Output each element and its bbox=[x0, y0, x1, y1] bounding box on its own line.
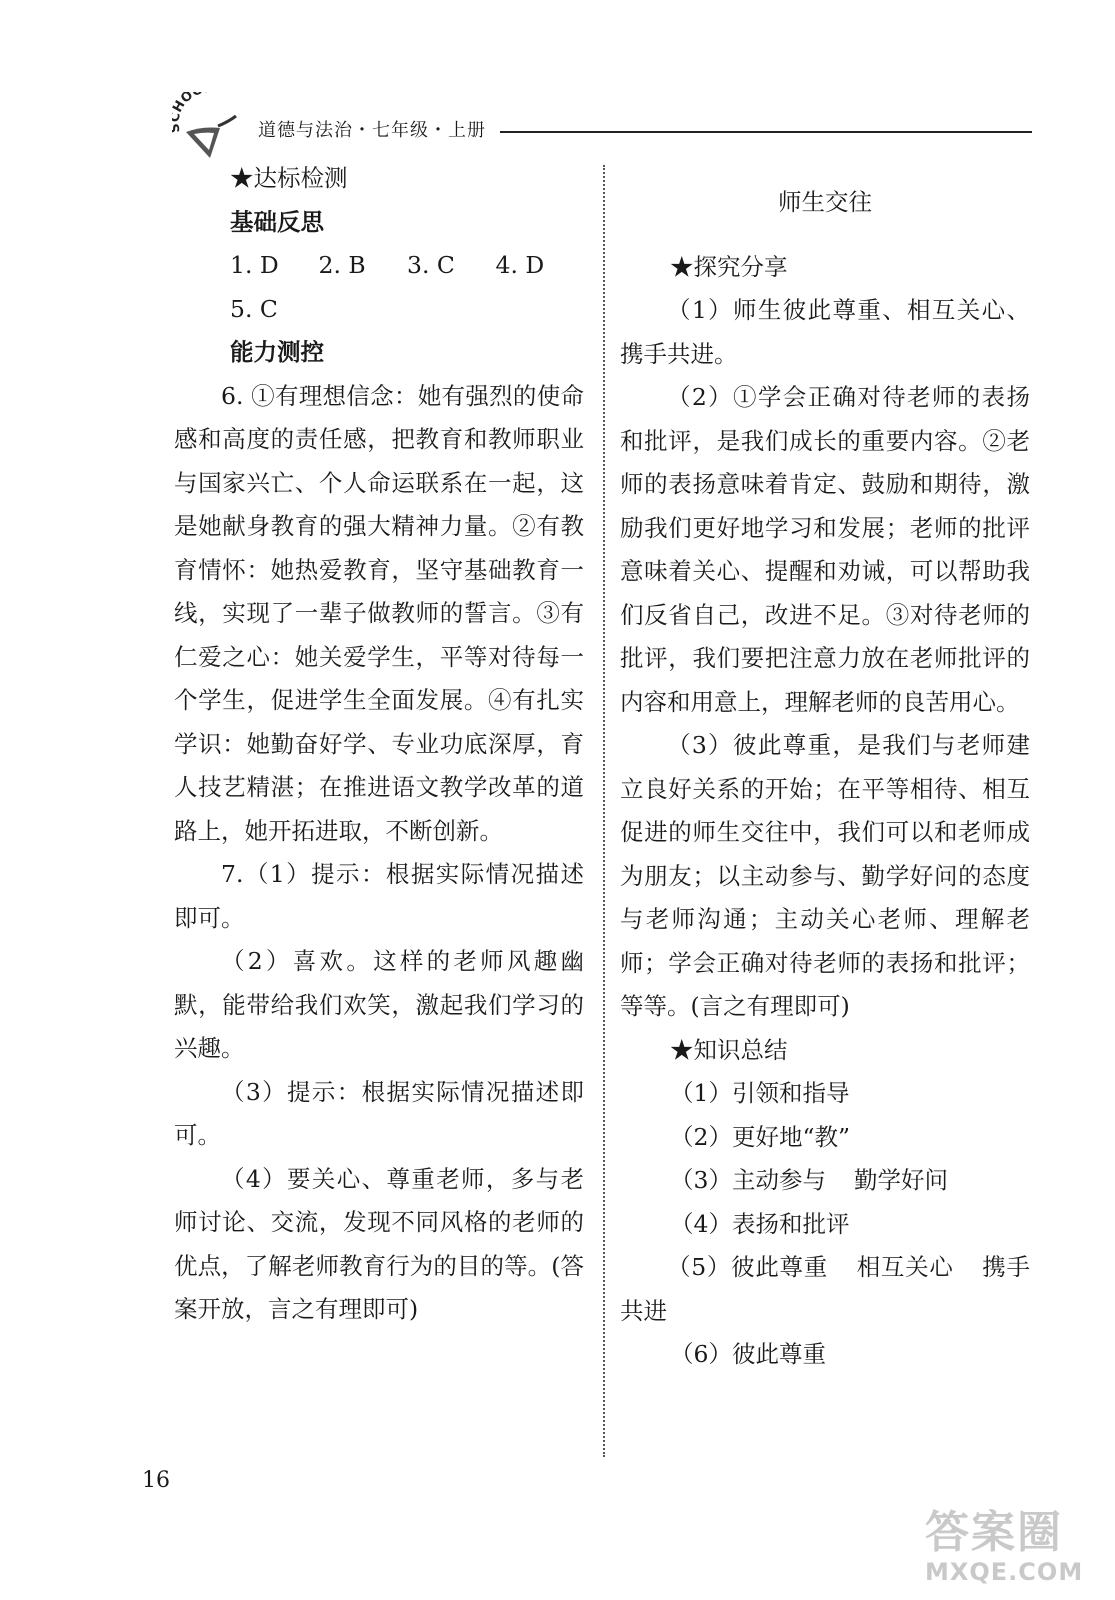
explore-answer-3: （3）彼此尊重，是我们与老师建立良好关系的开始；在平等相待、相互促进的师生交往中，我们可以和老师成为朋友；以主动参与、勤学好问的态度与老师沟通；主动关心老师、理解老师；学会正确对待老师的表扬和批评；等等。(言之有理即可) bbox=[620, 731, 1030, 1020]
lesson-title: 师生交往 bbox=[778, 188, 872, 216]
summary-item-3 bbox=[620, 1159, 1030, 1203]
header-rule bbox=[500, 131, 1032, 133]
right-column bbox=[620, 181, 1030, 1377]
mcq-answer-3: 3. C bbox=[407, 251, 455, 279]
explore-share-title: ★探究分享 bbox=[670, 252, 788, 281]
summary-item-5b: 相互关心 bbox=[855, 1253, 954, 1281]
column-divider bbox=[603, 165, 605, 1457]
answer-q7-1: 7.（1）提示：根据实际情况描述即可。 bbox=[174, 860, 584, 932]
summary-item-6: （6）彼此尊重 bbox=[670, 1340, 826, 1368]
page-number: 16 bbox=[142, 1468, 170, 1493]
school-logo bbox=[172, 92, 252, 162]
mcq-answer-2: 2. B bbox=[318, 251, 366, 279]
section-title-assessment: ★达标检测 bbox=[230, 164, 348, 192]
summary-item-1: （1）引领和指导 bbox=[670, 1079, 850, 1107]
summary-item-3b: 勤学好问 bbox=[853, 1166, 948, 1194]
answer-q7-2: （2）喜欢。这样的老师风趣幽默，能带给我们欢笑，激起我们学习的兴趣。 bbox=[174, 947, 584, 1062]
summary-item-4: （4）表扬和批评 bbox=[670, 1209, 850, 1238]
ability-heading: 能力测控 bbox=[230, 338, 324, 366]
summary-item-2: （2）更好地“教” bbox=[670, 1122, 850, 1151]
explore-answer-1: （1）师生彼此尊重、相互关心、携手共进。 bbox=[620, 296, 1030, 368]
summary-item-5c: 携手共进 bbox=[620, 1253, 1031, 1325]
mcq-answers bbox=[174, 244, 584, 288]
watermark-line-1: 答案圈 bbox=[925, 1507, 1063, 1558]
summary-item-5 bbox=[620, 1246, 1030, 1333]
answer-q7-4: （4）要关心、尊重老师，多与老师讨论、交流，发现不同风格的老师的优点，了解老师教育行为的目的等。(答案开放，言之有理即可) bbox=[174, 1164, 584, 1323]
summary-item-3a: （3）主动参与 bbox=[670, 1166, 826, 1194]
answer-q6: 6. ①有理想信念：她有强烈的使命感和高度的责任感，把教育和教师职业与国家兴亡、个人命运联系在一起，这是她献身教育的强大精神力量。②有教育情怀：她热爱教育，坚守基础教育一线，实现了一辈子做教师的誓言。③有仁爱之心：她关爱学生，平等对待每一个学生，促进学生全面发展。④有扎实学识：她勤奋好学、专业功底深厚，育人技艺精湛；在推进语文教学改革的道路上，她开拓进取，不断创新。 bbox=[174, 381, 584, 845]
explore-answer-2: （2）①学会正确对待老师的表扬和批评，是我们成长的重要内容。②老师的表扬意味着肯定、鼓励和期待，激励我们更好地学习和发展；老师的批评意味着关心、提醒和劝诫，可以帮助我们反省自己，改进不足。③对待老师的批评，我们要把注意力放在老师批评的内容和用意上，理解老师的良苦用心。 bbox=[620, 383, 1030, 716]
svg-text:SCHOOL bbox=[172, 92, 213, 134]
mcq-answer-5: 5. C bbox=[230, 294, 278, 323]
watermark bbox=[925, 1508, 1101, 1598]
left-column bbox=[174, 157, 584, 1332]
basic-reflection-heading: 基础反思 bbox=[230, 207, 324, 236]
watermark-line-2: MXQE.COM bbox=[925, 1558, 1084, 1586]
answer-q7-3: （3）提示：根据实际情况描述即可。 bbox=[174, 1077, 584, 1149]
summary-item-5a: （5）彼此尊重 bbox=[667, 1253, 828, 1281]
logo-text: HO bbox=[172, 92, 197, 116]
book-title: 道德与法治・七年级・上册 bbox=[258, 120, 486, 141]
mcq-answer-1: 1. D bbox=[230, 251, 279, 279]
mcq-answer-4: 4. D bbox=[495, 251, 545, 279]
knowledge-summary-title: ★知识总结 bbox=[670, 1035, 788, 1064]
